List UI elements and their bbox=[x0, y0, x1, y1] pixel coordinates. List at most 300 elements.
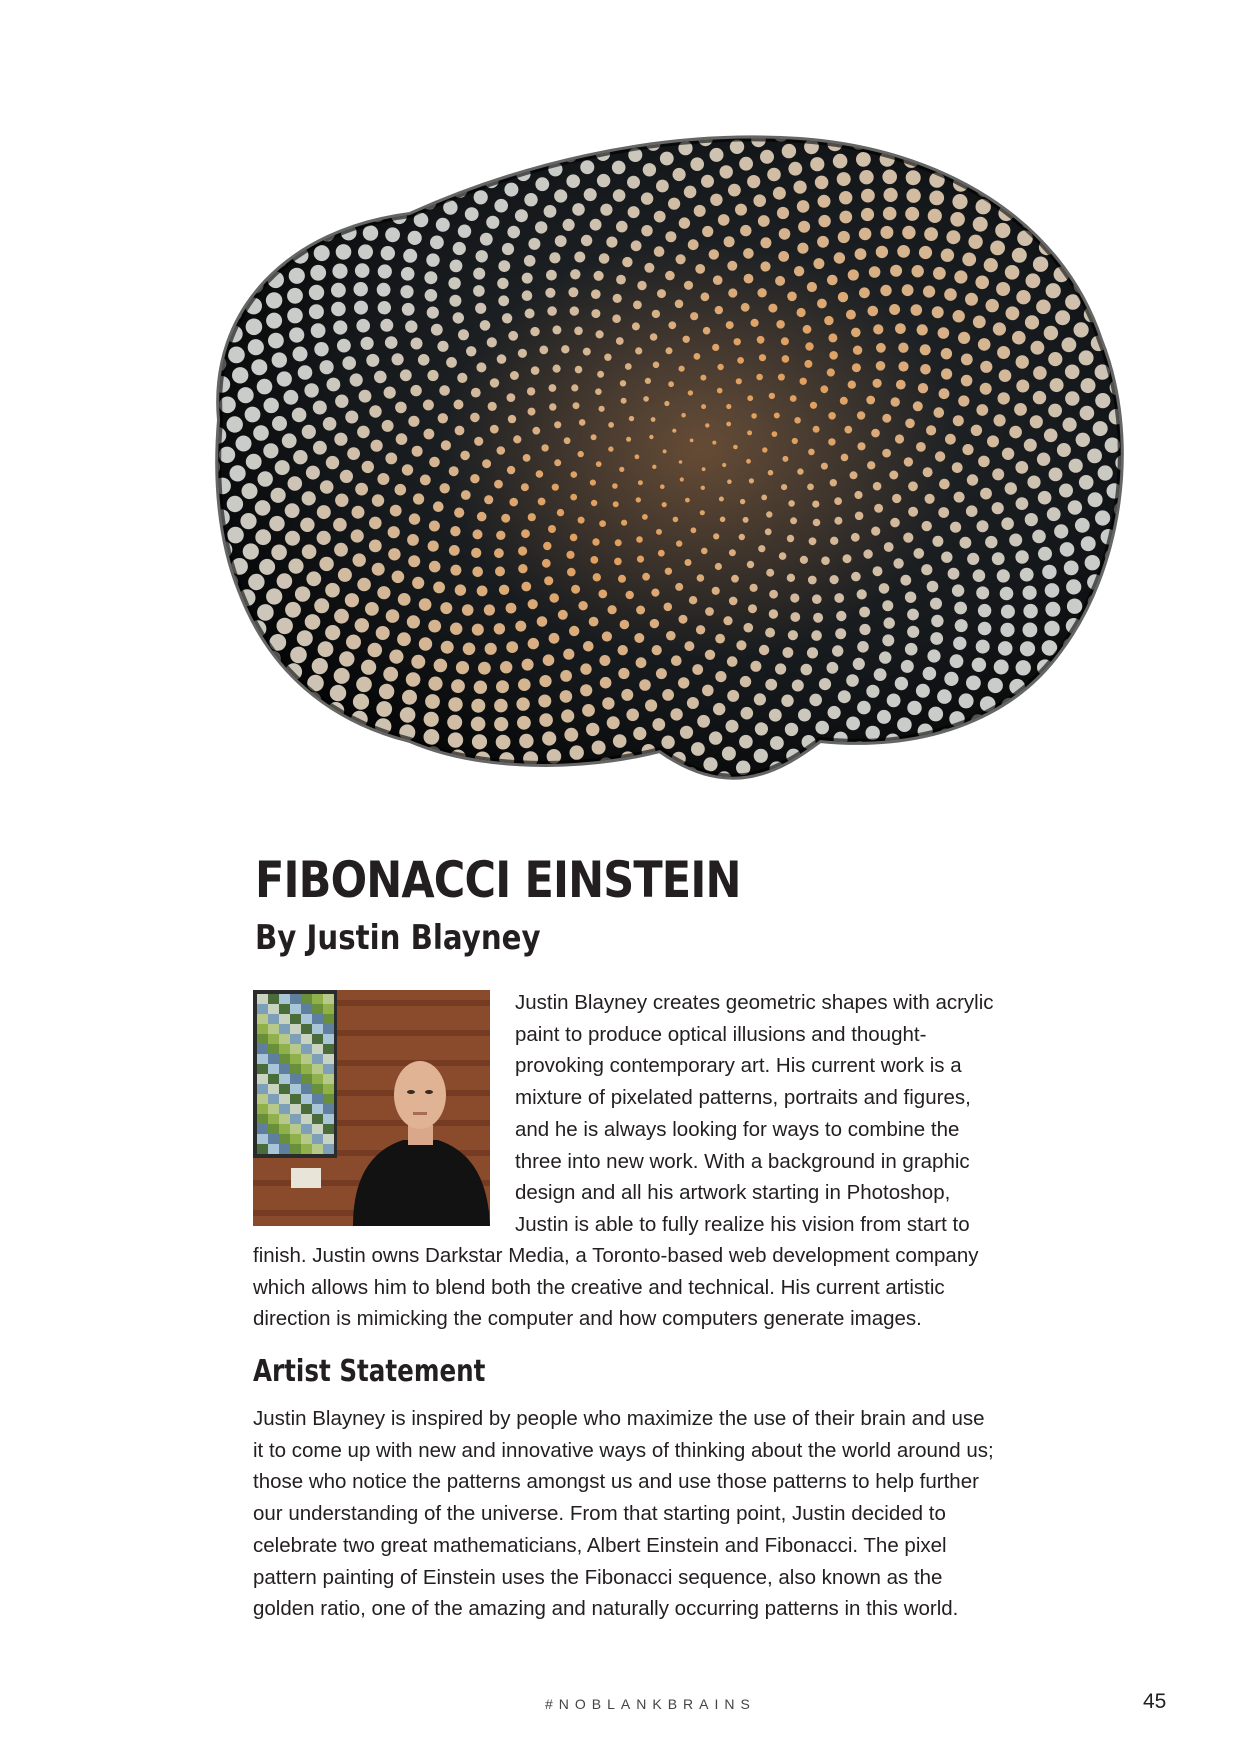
brain-dot bbox=[1013, 717, 1030, 734]
brain-dot bbox=[882, 634, 894, 646]
brain-dot bbox=[464, 166, 479, 181]
brain-dot bbox=[663, 449, 667, 453]
brain-dot bbox=[338, 568, 352, 582]
brain-dot bbox=[729, 597, 738, 606]
brain-dot bbox=[284, 390, 299, 405]
brain-dot bbox=[938, 327, 950, 339]
brain-dot bbox=[558, 610, 568, 620]
brain-dot bbox=[1054, 524, 1068, 538]
brain-dot bbox=[622, 257, 632, 267]
brain-dot bbox=[932, 767, 949, 784]
brain-dot bbox=[1069, 459, 1083, 473]
brain-dot bbox=[679, 366, 685, 372]
brain-dot bbox=[703, 327, 711, 335]
brain-dot bbox=[313, 401, 327, 415]
brain-dot bbox=[882, 170, 897, 185]
brain-dot bbox=[1044, 621, 1059, 636]
brain-dot bbox=[487, 337, 497, 347]
brain-dot bbox=[501, 514, 510, 523]
brain-dot bbox=[870, 117, 886, 133]
brain-dot bbox=[633, 301, 642, 310]
brain-dot bbox=[747, 561, 754, 568]
brain-dot bbox=[856, 764, 872, 780]
brain-dot bbox=[612, 483, 618, 489]
brain-dot bbox=[318, 641, 334, 657]
brain-dot bbox=[705, 423, 709, 427]
brain-dot bbox=[813, 613, 823, 623]
brain-dot bbox=[697, 715, 710, 728]
brain-dot bbox=[828, 333, 837, 342]
brain-dot bbox=[873, 482, 882, 491]
brain-dot bbox=[317, 505, 331, 519]
brain-dot bbox=[801, 664, 813, 676]
brain-dot bbox=[765, 628, 775, 638]
brain-dot bbox=[952, 462, 963, 473]
brain-dot bbox=[476, 150, 491, 165]
artist-statement-heading: Artist Statement bbox=[253, 1354, 486, 1389]
brain-dot bbox=[246, 454, 262, 470]
brain-dot bbox=[1002, 448, 1014, 460]
brain-dot bbox=[871, 429, 880, 438]
brain-dot bbox=[420, 475, 431, 486]
brain-dot bbox=[1024, 178, 1041, 195]
brain-dot bbox=[320, 480, 334, 494]
brain-dot bbox=[689, 596, 697, 604]
brain-dot bbox=[912, 265, 924, 277]
brain-dot bbox=[688, 239, 699, 250]
brain-dot bbox=[902, 284, 914, 296]
brain-dot bbox=[1006, 306, 1020, 320]
brain-dot bbox=[552, 484, 559, 491]
brain-dot bbox=[727, 690, 739, 702]
brain-dot bbox=[768, 470, 774, 476]
brain-dot bbox=[454, 400, 464, 410]
bio-line: paint to produce optical illusions and thought- bbox=[515, 1022, 927, 1046]
brain-dot bbox=[614, 558, 622, 566]
brain-dot bbox=[1023, 736, 1040, 753]
brain-dot bbox=[600, 204, 612, 216]
brain-dot bbox=[668, 321, 676, 329]
brain-dot bbox=[834, 252, 845, 263]
brain-dot bbox=[1107, 609, 1124, 626]
brain-dot bbox=[306, 571, 321, 586]
brain-dot bbox=[332, 264, 347, 279]
brain-dot bbox=[509, 498, 518, 507]
brain-dot bbox=[271, 545, 287, 561]
brain-dot bbox=[880, 285, 891, 296]
brain-dot bbox=[680, 726, 693, 739]
brain-dot bbox=[346, 635, 361, 650]
brain-dot bbox=[853, 658, 865, 670]
brain-dot bbox=[840, 397, 848, 405]
brain-dot bbox=[636, 606, 645, 615]
artist-bio-full-width bbox=[253, 1240, 1093, 1335]
brain-dot bbox=[602, 631, 612, 641]
brain-dot bbox=[311, 323, 326, 338]
brain-dot bbox=[859, 287, 870, 298]
brain-dot bbox=[356, 677, 372, 693]
brain-dot bbox=[476, 250, 488, 262]
brain-dot bbox=[900, 575, 911, 586]
brain-dot bbox=[1020, 641, 1035, 656]
brain-dot bbox=[485, 785, 502, 802]
brain-dot bbox=[701, 175, 714, 188]
brain-dot bbox=[626, 591, 634, 599]
brain-dot bbox=[456, 143, 472, 159]
brain-dot bbox=[621, 398, 627, 404]
brain-dot bbox=[342, 356, 356, 370]
brain-dot bbox=[785, 723, 798, 736]
brain-dot bbox=[1015, 550, 1028, 563]
brain-dot bbox=[813, 258, 824, 269]
brain-dot bbox=[694, 205, 706, 217]
brain-dot bbox=[726, 720, 739, 733]
brain-dot bbox=[1065, 233, 1082, 250]
brain-dot bbox=[439, 385, 450, 396]
brain-dot bbox=[1127, 561, 1144, 578]
brain-dot bbox=[319, 557, 333, 571]
brain-dot bbox=[522, 290, 533, 301]
brain-dot bbox=[579, 419, 586, 426]
brain-dot bbox=[568, 287, 578, 297]
brain-dot bbox=[578, 451, 584, 457]
brain-dot bbox=[877, 710, 891, 724]
brain-dot bbox=[1079, 350, 1094, 365]
brain-dot bbox=[636, 497, 641, 502]
brain-dot bbox=[1132, 444, 1148, 460]
brain-dot bbox=[662, 689, 674, 701]
brain-dot bbox=[941, 368, 952, 379]
brain-dot bbox=[376, 701, 392, 717]
brain-dot bbox=[739, 735, 753, 749]
brain-dot bbox=[522, 273, 533, 284]
brain-dot bbox=[309, 304, 324, 319]
brain-dot bbox=[798, 221, 810, 233]
brain-dot bbox=[357, 578, 371, 592]
brain-dot bbox=[1002, 736, 1019, 753]
brain-dot bbox=[701, 548, 708, 555]
statement-line: our understanding of the universe. From that starting point, Justin decided to bbox=[253, 1502, 946, 1526]
brain-dot bbox=[715, 306, 723, 314]
brain-dot bbox=[820, 385, 828, 393]
brain-sculpture-image bbox=[180, 110, 1160, 840]
brain-dot bbox=[331, 283, 346, 298]
brain-dot bbox=[946, 124, 963, 141]
brain-dot bbox=[366, 354, 379, 367]
brain-dot bbox=[532, 427, 540, 435]
brain-dot bbox=[765, 679, 777, 691]
brain-dot bbox=[455, 584, 466, 595]
brain-dot bbox=[1123, 396, 1139, 412]
brain-dot bbox=[813, 519, 821, 527]
brain-dot bbox=[889, 471, 898, 480]
brain-dot bbox=[325, 625, 340, 640]
brain-dot bbox=[599, 406, 605, 412]
brain-dot bbox=[718, 214, 730, 226]
brain-dot bbox=[518, 349, 527, 358]
brain-dot bbox=[807, 484, 814, 491]
brain-dot bbox=[499, 585, 509, 595]
brain-dot bbox=[395, 484, 407, 496]
brain-dot bbox=[1031, 341, 1045, 355]
brain-dot bbox=[660, 152, 674, 166]
brain-dot bbox=[929, 191, 944, 206]
brain-dot bbox=[266, 588, 282, 604]
brain-dot bbox=[954, 270, 967, 283]
brain-dot bbox=[845, 117, 861, 133]
brain-dot bbox=[590, 480, 596, 486]
brain-dot bbox=[813, 426, 820, 433]
brain-dot bbox=[586, 723, 599, 736]
brain-dot bbox=[840, 801, 857, 818]
brain-dot bbox=[636, 657, 647, 668]
brain-dot bbox=[410, 173, 426, 189]
brain-dot bbox=[471, 699, 485, 713]
brain-dot bbox=[380, 319, 393, 332]
brain-dot bbox=[441, 440, 451, 450]
brain-dot bbox=[450, 121, 467, 138]
brain-dot bbox=[811, 630, 822, 641]
brain-dot bbox=[553, 365, 561, 373]
brain-dot bbox=[405, 320, 417, 332]
brain-dot bbox=[805, 342, 813, 350]
brain-dot bbox=[465, 207, 479, 221]
brain-dot bbox=[946, 230, 960, 244]
brain-dot bbox=[637, 556, 644, 563]
brain-dot bbox=[428, 677, 442, 691]
brain-dot bbox=[504, 183, 518, 197]
brain-dot bbox=[297, 227, 314, 244]
brain-dot bbox=[543, 654, 555, 666]
brain-dot bbox=[1091, 227, 1108, 244]
brain-dot bbox=[871, 527, 880, 536]
brain-dot bbox=[1023, 623, 1038, 638]
brain-dot bbox=[858, 787, 874, 803]
brain-dot bbox=[1076, 433, 1090, 447]
brain-dot bbox=[486, 216, 499, 229]
brain-dot bbox=[272, 416, 287, 431]
brain-dot bbox=[950, 212, 965, 227]
brain-dot bbox=[563, 219, 575, 231]
brain-dot bbox=[804, 360, 812, 368]
brain-dot bbox=[535, 177, 549, 191]
brain-dot bbox=[1111, 304, 1128, 321]
brain-dot bbox=[513, 435, 521, 443]
brain-dot bbox=[421, 155, 437, 171]
brain-dot bbox=[656, 180, 669, 193]
brain-dot bbox=[741, 303, 750, 312]
brain-dot bbox=[820, 119, 836, 135]
bio-line: which allows him to blend both the creative and technical. His current artistic bbox=[253, 1275, 945, 1299]
brain-dot bbox=[1080, 406, 1095, 421]
brain-dot bbox=[675, 583, 683, 591]
brain-dot bbox=[895, 323, 906, 334]
brain-dot bbox=[470, 474, 479, 483]
brain-dot bbox=[597, 122, 612, 137]
brain-dot bbox=[859, 607, 870, 618]
brain-dot bbox=[788, 500, 795, 507]
brain-dot bbox=[333, 320, 347, 334]
brain-dot bbox=[710, 794, 726, 810]
brain-dot bbox=[276, 230, 293, 247]
brain-dot bbox=[608, 774, 623, 789]
brain-dot bbox=[632, 322, 640, 330]
brain-dot bbox=[339, 651, 354, 666]
brain-dot bbox=[263, 443, 278, 458]
brain-dot bbox=[676, 540, 682, 546]
brain-dot bbox=[549, 384, 557, 392]
brain-dot bbox=[966, 676, 981, 691]
brain-dot bbox=[378, 188, 394, 204]
brain-dot bbox=[500, 661, 512, 673]
brain-dot bbox=[574, 252, 585, 263]
brain-dot bbox=[496, 680, 509, 693]
brain-dot bbox=[1023, 604, 1037, 618]
brain-dot bbox=[952, 584, 964, 596]
brain-dot bbox=[803, 783, 819, 799]
brain-dot bbox=[790, 593, 799, 602]
brain-dot bbox=[282, 209, 299, 226]
brain-dot bbox=[425, 289, 438, 302]
brain-dot bbox=[438, 413, 448, 423]
brain-dot bbox=[905, 740, 920, 755]
brain-dot bbox=[688, 390, 693, 395]
brain-dot bbox=[295, 586, 310, 601]
brain-dot bbox=[984, 258, 998, 272]
brain-dot bbox=[406, 775, 423, 792]
brain-dot bbox=[941, 552, 952, 563]
brain-dot bbox=[566, 174, 580, 188]
brain-dot bbox=[662, 502, 667, 507]
brain-dot bbox=[953, 415, 964, 426]
brain-dot bbox=[1015, 461, 1028, 474]
brain-dot bbox=[581, 235, 592, 246]
brain-dot bbox=[549, 633, 560, 644]
brain-dot bbox=[668, 381, 674, 387]
brain-dot bbox=[306, 466, 320, 480]
brain-dot bbox=[937, 787, 954, 804]
brain-dot bbox=[437, 341, 448, 352]
brain-dot bbox=[535, 221, 547, 233]
brain-dot bbox=[955, 619, 968, 632]
brain-dot bbox=[1032, 530, 1046, 544]
brain-dot bbox=[978, 622, 992, 636]
brain-dot bbox=[202, 407, 219, 424]
brain-dot bbox=[787, 574, 795, 582]
brain-dot bbox=[552, 325, 561, 334]
brain-dot bbox=[905, 419, 915, 429]
brain-dot bbox=[1124, 473, 1140, 489]
brain-dot bbox=[1038, 491, 1052, 505]
brain-dot bbox=[830, 479, 837, 486]
brain-dot bbox=[433, 582, 445, 594]
brain-dot bbox=[348, 205, 364, 221]
brain-dot bbox=[848, 269, 859, 280]
brain-dot bbox=[730, 140, 744, 154]
brain-dot bbox=[1020, 568, 1034, 582]
brain-dot bbox=[651, 417, 656, 422]
brain-dot bbox=[790, 517, 797, 524]
brain-dot bbox=[1102, 320, 1118, 336]
brain-dot bbox=[817, 236, 829, 248]
brain-dot bbox=[1068, 500, 1082, 514]
brain-dot bbox=[268, 333, 284, 349]
brain-dot bbox=[837, 172, 851, 186]
brain-dot bbox=[628, 206, 640, 218]
brain-dot bbox=[570, 534, 578, 542]
brain-dot bbox=[525, 309, 535, 319]
brain-dot bbox=[426, 253, 439, 266]
brain-dot bbox=[518, 678, 531, 691]
brain-dot bbox=[958, 395, 969, 406]
brain-dot bbox=[739, 534, 745, 540]
brain-dot bbox=[480, 233, 493, 246]
brain-dot bbox=[1047, 507, 1061, 521]
brain-dot bbox=[781, 695, 793, 707]
brain-dot bbox=[882, 449, 891, 458]
brain-dot bbox=[843, 554, 852, 563]
brain-dot bbox=[450, 526, 460, 536]
brain-dot bbox=[681, 413, 686, 418]
brain-dot bbox=[851, 572, 861, 582]
bio-line: provoking contemporary art. His current work is a bbox=[515, 1054, 962, 1078]
brain-dot bbox=[473, 529, 483, 539]
brain-dot bbox=[1044, 326, 1058, 340]
brain-dot bbox=[543, 113, 559, 129]
brain-dot bbox=[389, 650, 403, 664]
brain-dot bbox=[800, 556, 808, 564]
brain-dot bbox=[874, 504, 883, 513]
brain-dot bbox=[906, 170, 921, 185]
brain-dot bbox=[227, 496, 243, 512]
brain-dot bbox=[684, 186, 697, 199]
brain-dot bbox=[507, 466, 515, 474]
brain-dot bbox=[809, 694, 822, 707]
brain-dot bbox=[887, 694, 901, 708]
brain-dot bbox=[448, 732, 463, 747]
brain-dot bbox=[474, 681, 487, 694]
brain-dot bbox=[1026, 273, 1041, 288]
brain-dot bbox=[705, 607, 714, 616]
brain-dot bbox=[765, 528, 772, 535]
brain-dot bbox=[490, 378, 499, 387]
brain-dot bbox=[932, 536, 943, 547]
brain-dot bbox=[528, 599, 538, 609]
brain-dot bbox=[571, 384, 578, 391]
artist-statement-body bbox=[253, 1403, 1113, 1625]
bio-line: Justin is able to fully realize his vision from start to bbox=[515, 1212, 970, 1236]
brain-dot bbox=[570, 494, 577, 501]
brain-dot bbox=[895, 677, 908, 690]
brain-dot bbox=[1086, 244, 1103, 261]
brain-dot bbox=[976, 640, 990, 654]
brain-dot bbox=[1043, 222, 1059, 238]
brain-dot bbox=[997, 346, 1010, 359]
brain-dot bbox=[863, 549, 872, 558]
brain-dot bbox=[519, 734, 533, 748]
brain-dot bbox=[269, 516, 284, 531]
brain-dot bbox=[459, 783, 476, 800]
brain-dot bbox=[620, 380, 626, 386]
brain-dot bbox=[400, 151, 417, 168]
brain-dot bbox=[835, 628, 846, 639]
brain-dot bbox=[767, 785, 783, 801]
brain-dot bbox=[960, 537, 972, 549]
brain-dot bbox=[471, 548, 481, 558]
brain-dot bbox=[561, 123, 576, 138]
brain-dot bbox=[997, 569, 1010, 582]
brain-dot bbox=[1044, 429, 1058, 443]
